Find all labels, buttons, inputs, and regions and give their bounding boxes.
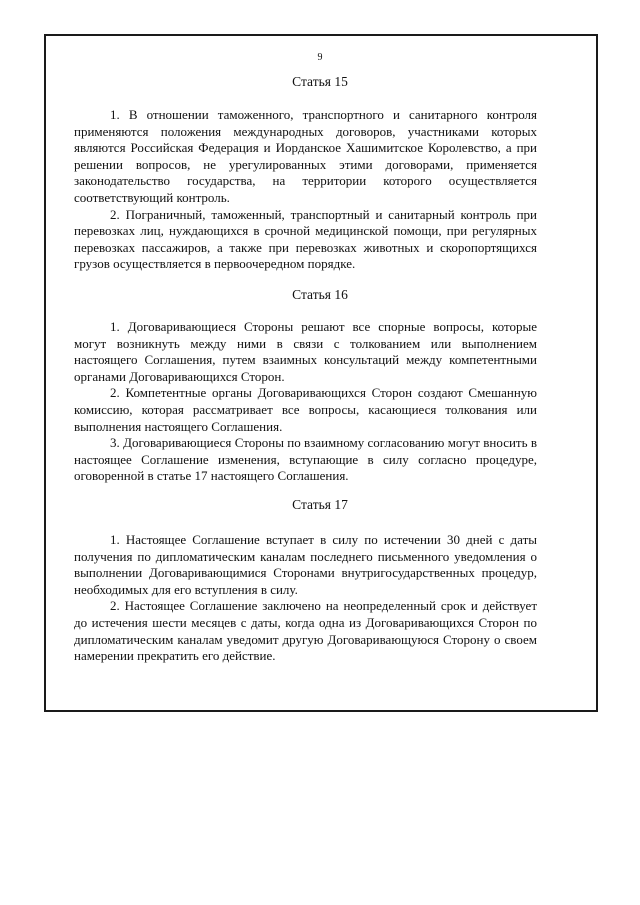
page-number: 9 [317,52,323,63]
article-15-paragraph-1: 1. В отношении таможенного, транспортного и санитарного контроля применяются положения международных договоров, участниками которых являются Российская Федерация и Иорданское Хашимитское Королевство, а при решении вопросов, не урегулированных этими договорами, применяется законодательство государства, на территории которого осуществляется соответствующий контроль. [74,107,537,205]
article-16-title: Статья 16 [292,287,348,302]
article-15-title: Статья 15 [292,74,348,89]
article-17-paragraph-1: 1. Настоящее Соглашение вступает в силу по истечении 30 дней с даты получения по дипломатическим каналам последнего письменного уведомления о выполнении Договаривающимися Сторонами внутригосударственных процедур, необходимых для его вступления в силу. [74,532,537,597]
article-16-body [74,319,537,485]
article-17-paragraph-2: 2. Настоящее Соглашение заключено на неопределенный срок и действует до истечения шести месяцев с даты, когда одна из Договаривающихся Сторон по дипломатическим каналам уведомит другую Договаривающуюся Сторону о своем намерении прекратить его действие. [74,598,537,664]
article-17-title: Статья 17 [292,497,348,512]
article-16-paragraph-3: 3. Договаривающиеся Стороны по взаимному согласованию могут вносить в настоящее Соглашение изменения, вступающие в силу согласно процедуре, оговоренной в статье 17 настоящего Соглашения. [74,435,537,484]
article-16-paragraph-2: 2. Компетентные органы Договаривающихся Сторон создают Смешанную комиссию, которая рассматривает все вопросы, касающиеся толкования или выполнения настоящего Соглашения. [74,385,537,434]
article-17-body [74,532,537,665]
article-15-body [74,107,537,273]
article-16-paragraph-1: 1. Договаривающиеся Стороны решают все спорные вопросы, которые могут возникнуть между ними в связи с толкованием или выполнением настоящего Соглашения, путем взаимных консультаций между компетентными органами Договаривающихся Сторон. [74,319,537,384]
article-15-paragraph-2: 2. Пограничный, таможенный, транспортный и санитарный контроль при перевозках лиц, нуждающихся в срочной медицинской помощи, при регулярных перевозках пассажиров, а также при перевозках животных и скоропортящихся грузов осуществляется в первоочередном порядке. [74,206,537,272]
